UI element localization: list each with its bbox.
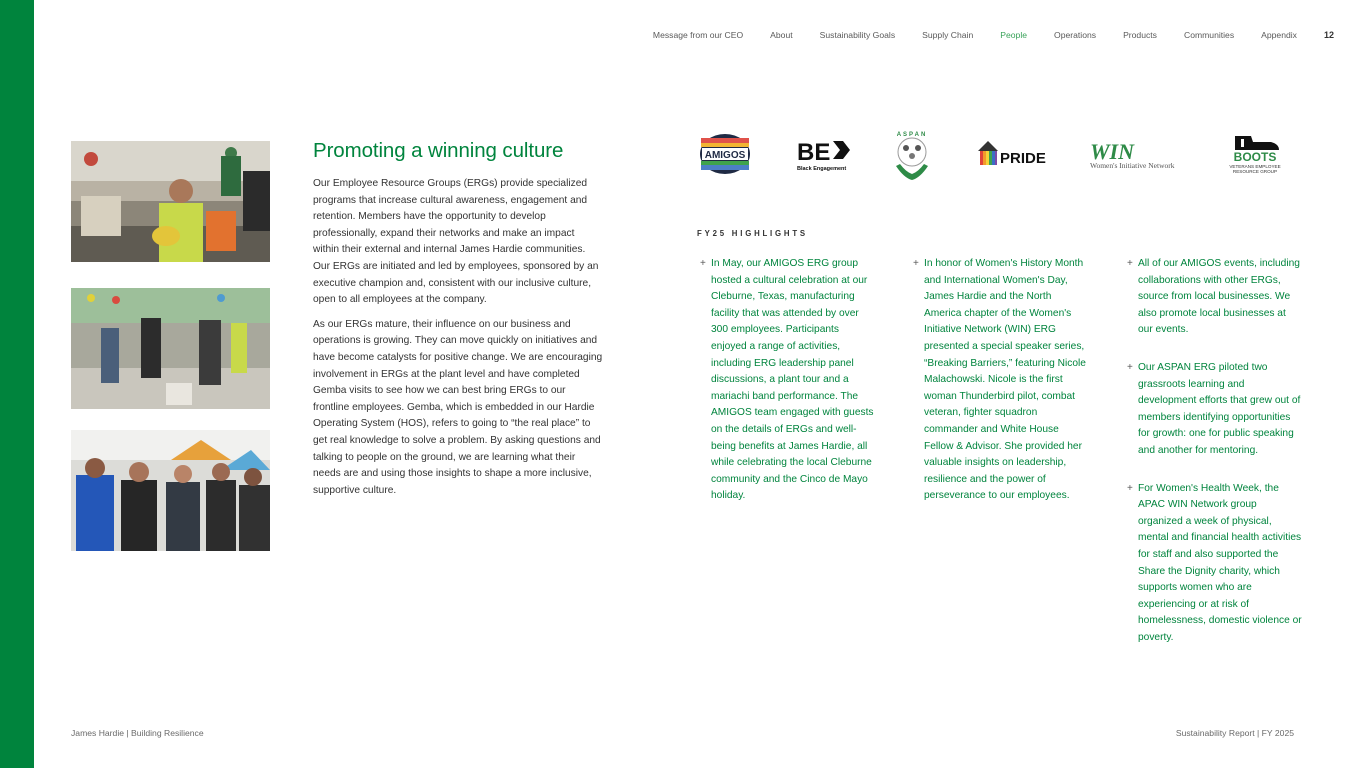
amigos-logo-text: AMIGOS xyxy=(704,150,746,161)
nav-item-about[interactable]: About xyxy=(770,30,793,40)
plus-icon: + xyxy=(913,258,919,269)
aspan-logo-text: ASPAN xyxy=(896,132,928,138)
top-nav xyxy=(653,30,1334,40)
footer-report: Sustainability Report | FY 2025 xyxy=(1175,728,1294,738)
nav-item-supply-chain[interactable]: Supply Chain xyxy=(922,30,974,40)
photo-erg-event-games xyxy=(71,288,270,409)
pride-logo xyxy=(977,139,1049,169)
win-logo xyxy=(1088,137,1192,171)
black-engagement-logo xyxy=(795,136,853,174)
highlights-column-2 xyxy=(913,256,1088,526)
highlight-item xyxy=(700,256,875,505)
pride-logo-text: PRIDE xyxy=(1000,150,1046,167)
boots-logo-subtitle-2: RESOURCE GROUP xyxy=(1232,169,1278,174)
photo-erg-group-portrait xyxy=(71,430,270,551)
highlight-item xyxy=(1127,481,1302,647)
footer-company: James Hardie | Building Resilience xyxy=(71,728,204,738)
boots-logo-subtitle-1: VETERANS EMPLOYEE xyxy=(1229,164,1281,169)
highlights-column-3 xyxy=(1127,256,1302,667)
plus-icon: + xyxy=(1127,258,1133,269)
plus-icon: + xyxy=(1127,482,1133,494)
highlights-heading: FY25 HIGHLIGHTS xyxy=(697,229,808,238)
intro-body xyxy=(313,176,603,507)
highlight-item xyxy=(1127,360,1302,460)
highlight-text: In honor of Women's History Month and International Women's Day, James Hardie and the North America chapter of the Women's Initiative Network (WIN) ERG presented a special speaker series, “Breaking Barriers,” featuring Nicole Malachowski. Nicole is the first woman Thunderbird pilot, combat veteran, fighter squadron commander and White House Fellow & Advisor. She provided her valuable insights on leadership, resilience and the power of perseverance to our employees. xyxy=(924,258,1086,502)
be-logo-subtitle: Black Engagement xyxy=(797,166,847,172)
erg-logo-row xyxy=(697,128,1297,184)
nav-item-sustainability-goals[interactable]: Sustainability Goals xyxy=(819,30,896,40)
nav-item-communities[interactable]: Communities xyxy=(1183,30,1235,40)
page-number: 12 xyxy=(1323,30,1334,40)
amigos-logo xyxy=(699,132,751,176)
highlight-text: All of our AMIGOS events, including collaborations with other ERGs, source from local businesses. We also promote local businesses at our events. xyxy=(1138,258,1300,336)
page-title: Promoting a winning culture xyxy=(313,139,564,162)
intro-paragraph-1: Our Employee Resource Groups (ERGs) provide specialized programs that increase cultural awareness, engagement and retention. Members have the opportunity to develop professionally, expand their networks and make an impact within their external and internal James Hardie communities. Our ERGs are initiated and led by employees, sponsored by an executive champion and, consistent with our inclusive culture, open to all employees at the company. xyxy=(313,178,599,306)
highlight-text: For Women's Health Week, the APAC WIN Network group organized a week of physical, mental and financial health activities for staff and also supported the Share the Dignity charity, which supports women who are experiencing or at risk of homelessness, domestic violence or poverty. xyxy=(1138,482,1302,643)
highlight-item xyxy=(913,256,1088,505)
be-logo-text: BE xyxy=(797,139,831,166)
highlight-text: Our ASPAN ERG piloted two grassroots learning and development efforts that grew out of members identifying opportunities for growth: one for public speaking and another for mentoring. xyxy=(1138,361,1301,456)
nav-item-people[interactable]: People xyxy=(1000,30,1028,40)
photo-erg-event-seated xyxy=(71,141,270,262)
nav-item-operations[interactable]: Operations xyxy=(1054,30,1097,40)
nav-item-ceo-message[interactable]: Message from our CEO xyxy=(652,30,744,40)
intro-paragraph-2: As our ERGs mature, their influence on our business and operations is growing. They can move quickly on initiatives and have become catalysts for positive change. We are encouraging involvement in ERGs at the plant level and have completed Gemba visits to see how we can best bring ERGs to our frontline employees. Gemba, which is embedded in our Hardie Operating System (HOS), refers to going to “the real place” to get real knowledge to solve a problem. By asking questions and talking to people on the ground, we are learning what their needs are and using those insights to shape a more inclusive, supportive culture. xyxy=(313,318,603,496)
highlight-item xyxy=(1127,256,1302,339)
highlight-text: In May, our AMIGOS ERG group hosted a cultural celebration at our Cleburne, Texas, manufacturing facility that was attended by over 300 employees. Participants enjoyed a range of activities, including ERG leadership panel discussions, a plant tour and a mariachi band performance. The AMIGOS team engaged with guests on the details of ERGs and well-being benefits at James Hardie, all while celebrating the local Cleburne community and the Cinco de Mayo holiday. xyxy=(711,258,874,502)
highlights-column-1 xyxy=(700,256,875,526)
aspan-logo xyxy=(890,128,934,184)
nav-item-appendix[interactable]: Appendix xyxy=(1261,30,1297,40)
boots-logo-text: BOOTS xyxy=(1233,150,1277,164)
win-logo-subtitle: Women's Initiative Network xyxy=(1090,161,1175,170)
plus-icon: + xyxy=(700,258,706,269)
brand-side-bar xyxy=(0,0,34,768)
nav-item-products[interactable]: Products xyxy=(1123,30,1157,40)
win-logo-text: WIN xyxy=(1090,139,1135,164)
plus-icon: + xyxy=(1127,361,1133,373)
boots-logo xyxy=(1227,132,1283,176)
